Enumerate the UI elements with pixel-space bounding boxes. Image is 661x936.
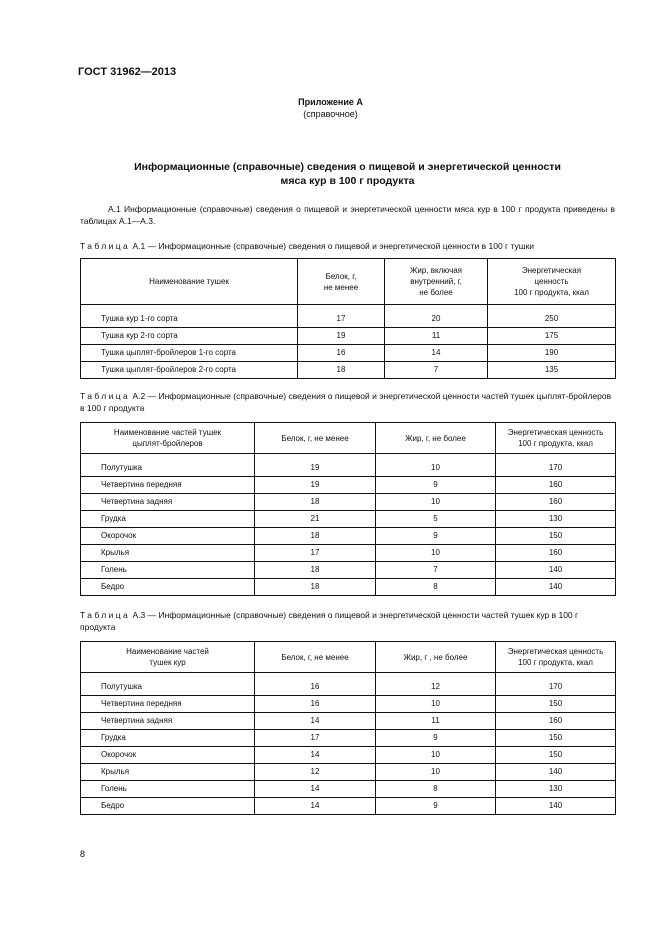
value-cell: 14 [255, 713, 376, 730]
value-cell: 9 [376, 798, 496, 815]
table3-header-cell: Энергетическая ценность 100 г продукта, ккал [496, 642, 616, 673]
value-cell: 18 [255, 562, 376, 579]
value-cell: 11 [376, 713, 496, 730]
document-code: ГОСТ 31962—2013 [78, 66, 177, 78]
table1-caption-word: Таблица [80, 241, 131, 251]
value-cell: 16 [255, 696, 376, 713]
table-row [81, 562, 616, 579]
value-cell: 12 [255, 764, 376, 781]
value-cell: 160 [496, 713, 616, 730]
table1-caption-text: А.1 — Информационные (справочные) сведения о пищевой и энергетической ценности в 100 г тушки [130, 241, 535, 251]
table2-header-cell: Наименование частей тушек цыплят-бройлеров [81, 423, 255, 454]
row-label-cell: Бедро [81, 798, 255, 815]
table2-caption [80, 390, 615, 414]
row-label-cell: Полутушка [81, 679, 255, 696]
row-label-cell: Грудка [81, 730, 255, 747]
row-label-cell: Четвертина передняя [81, 696, 255, 713]
value-cell: 150 [496, 747, 616, 764]
table1-header-cell: Наименование тушек [81, 259, 298, 305]
value-cell: 130 [496, 511, 616, 528]
page-number: 8 [80, 849, 86, 859]
table-row [81, 477, 616, 494]
table3-header-cell: Наименование частей тушек кур [81, 642, 255, 673]
row-label-cell: Голень [81, 562, 255, 579]
row-label-cell: Четвертина задняя [81, 713, 255, 730]
value-cell: 10 [376, 764, 496, 781]
value-cell: 9 [376, 528, 496, 545]
row-label-cell: Полутушка [81, 460, 255, 477]
table-row [81, 781, 616, 798]
value-cell: 18 [255, 494, 376, 511]
table-row [81, 328, 616, 345]
table-row [81, 345, 616, 362]
table2-caption-text: А.2 — Информационные (справочные) сведения о пищевой и энергетической ценности частей тушек цыплят-бройлеров в 100 г продукта [80, 391, 612, 413]
table-row [81, 713, 616, 730]
table-row [81, 579, 616, 596]
value-cell: 170 [496, 460, 616, 477]
table-a1 [80, 258, 616, 379]
value-cell: 130 [496, 781, 616, 798]
table-row [81, 362, 616, 379]
table1-caption [80, 240, 615, 252]
section-heading-line-1: Информационные (справочные) сведения о пищевой и энергетической ценности [134, 161, 561, 173]
value-cell: 10 [376, 696, 496, 713]
annex-subtitle: (справочное) [303, 109, 358, 119]
row-label-cell: Грудка [81, 511, 255, 528]
section-heading [80, 160, 615, 188]
value-cell: 16 [255, 679, 376, 696]
row-label-cell: Тушка цыплят-бройлеров 1-го сорта [81, 345, 298, 362]
value-cell: 150 [496, 696, 616, 713]
table-row [81, 311, 616, 328]
value-cell: 150 [496, 730, 616, 747]
table-row [81, 511, 616, 528]
table3-header-cell: Белок, г, не менее [255, 642, 376, 673]
row-label-cell: Тушка цыплят-бройлеров 2-го сорта [81, 362, 298, 379]
value-cell: 17 [255, 730, 376, 747]
value-cell: 140 [496, 798, 616, 815]
table-row [81, 798, 616, 815]
table-row [81, 460, 616, 477]
table-a3 [80, 641, 616, 815]
value-cell: 170 [496, 679, 616, 696]
row-label-cell: Четвертина задняя [81, 494, 255, 511]
table-row [81, 494, 616, 511]
value-cell: 140 [496, 579, 616, 596]
value-cell: 10 [376, 545, 496, 562]
value-cell: 160 [496, 545, 616, 562]
row-label-cell: Бедро [81, 579, 255, 596]
table1-header-cell: Белок, г, не менее [298, 259, 385, 305]
value-cell: 135 [488, 362, 616, 379]
value-cell: 9 [376, 730, 496, 747]
value-cell: 19 [255, 477, 376, 494]
value-cell: 175 [488, 328, 616, 345]
value-cell: 17 [298, 311, 385, 328]
value-cell: 19 [255, 460, 376, 477]
value-cell: 10 [376, 494, 496, 511]
table3-caption [80, 609, 615, 633]
row-label-cell: Крылья [81, 764, 255, 781]
value-cell: 160 [496, 477, 616, 494]
section-heading-line-2: мяса кур в 100 г продукта [280, 175, 415, 187]
value-cell: 140 [496, 764, 616, 781]
row-label-cell: Тушка кур 2-го сорта [81, 328, 298, 345]
value-cell: 12 [376, 679, 496, 696]
value-cell: 250 [488, 311, 616, 328]
value-cell: 10 [376, 747, 496, 764]
table1-header-cell: Энергетическая ценность 100 г продукта, ккал [488, 259, 616, 305]
value-cell: 140 [496, 562, 616, 579]
value-cell: 14 [255, 798, 376, 815]
row-label-cell: Окорочок [81, 528, 255, 545]
value-cell: 10 [376, 460, 496, 477]
table-a2 [80, 422, 616, 596]
table3-caption-word: Таблица [80, 610, 131, 620]
value-cell: 17 [255, 545, 376, 562]
value-cell: 7 [376, 562, 496, 579]
value-cell: 21 [255, 511, 376, 528]
value-cell: 18 [255, 579, 376, 596]
value-cell: 16 [298, 345, 385, 362]
table-row [81, 528, 616, 545]
value-cell: 14 [385, 345, 488, 362]
value-cell: 8 [376, 781, 496, 798]
value-cell: 14 [255, 781, 376, 798]
table2-header-cell: Жир, г, не более [376, 423, 496, 454]
value-cell: 11 [385, 328, 488, 345]
table-row [81, 679, 616, 696]
value-cell: 18 [255, 528, 376, 545]
value-cell: 190 [488, 345, 616, 362]
value-cell: 20 [385, 311, 488, 328]
value-cell: 9 [376, 477, 496, 494]
table-row [81, 696, 616, 713]
table2-header-cell: Энергетическая ценность 100 г продукта, ккал [496, 423, 616, 454]
table3-caption-text: А.3 — Информационные (справочные) сведения о пищевой и энергетической ценности частей тушек кур в 100 г продукта [80, 610, 579, 632]
value-cell: 7 [385, 362, 488, 379]
table3-header-cell: Жир, г , не более [376, 642, 496, 673]
row-label-cell: Тушка кур 1-го сорта [81, 311, 298, 328]
value-cell: 19 [298, 328, 385, 345]
table2-header-cell: Белок, г, не менее [255, 423, 376, 454]
annex-title: Приложение А [298, 97, 363, 107]
value-cell: 160 [496, 494, 616, 511]
row-label-cell: Крылья [81, 545, 255, 562]
table1-header-cell: Жир, включая внутренний, г, не более [385, 259, 488, 305]
value-cell: 8 [376, 579, 496, 596]
value-cell: 18 [298, 362, 385, 379]
value-cell: 5 [376, 511, 496, 528]
value-cell: 150 [496, 528, 616, 545]
row-label-cell: Окорочок [81, 747, 255, 764]
row-label-cell: Четвертина передняя [81, 477, 255, 494]
table-row [81, 747, 616, 764]
table-row [81, 730, 616, 747]
value-cell: 14 [255, 747, 376, 764]
table-row [81, 764, 616, 781]
row-label-cell: Голень [81, 781, 255, 798]
intro-paragraph: А.1 Информационные (справочные) сведения о пищевой и энергетической ценности мяса кур в 100 г продукта приведены в таблицах А.1—А.3. [80, 204, 615, 226]
table2-caption-word: Таблица [80, 391, 131, 401]
table-row [81, 545, 616, 562]
